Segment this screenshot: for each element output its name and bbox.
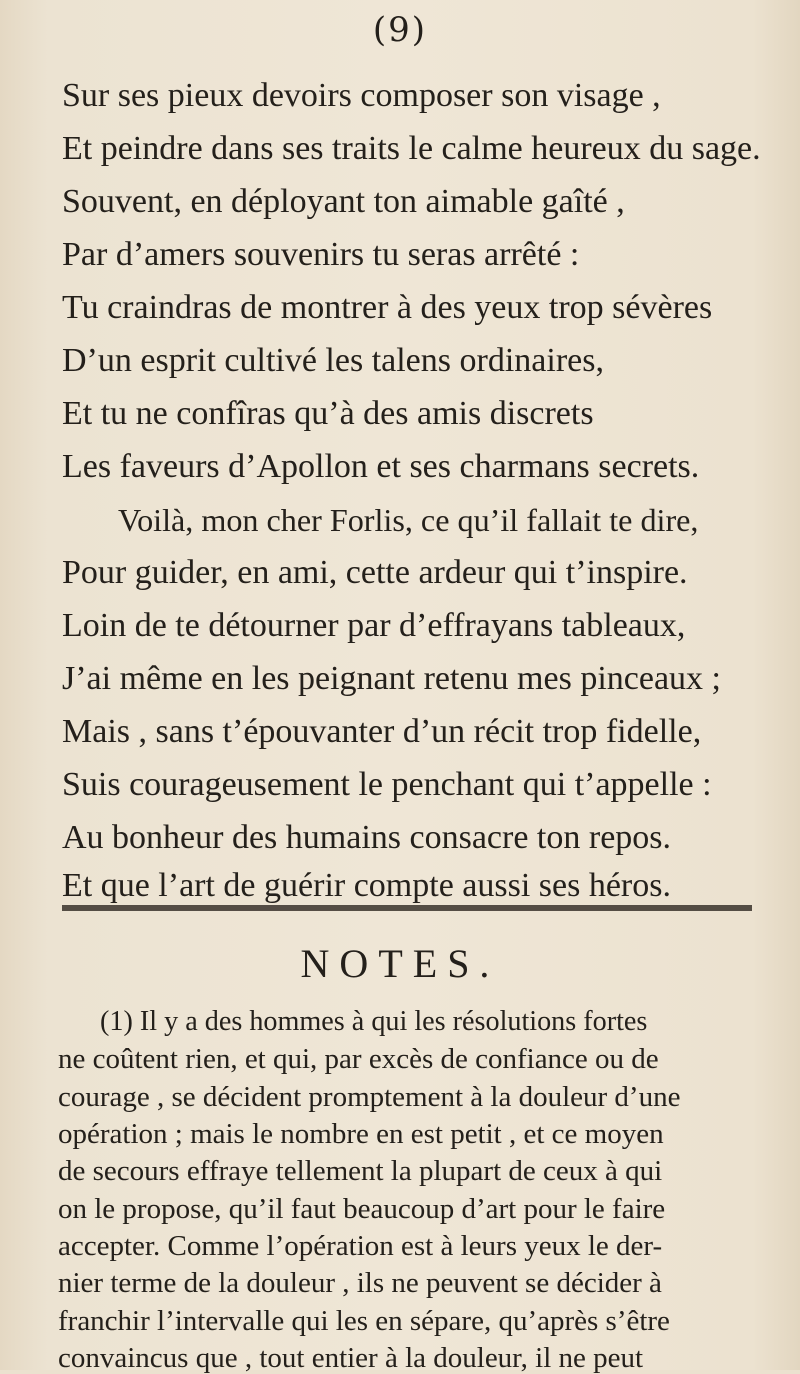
note-line: (1) Il y a des hommes à qui les résolutions fortes (100, 1006, 648, 1037)
poem-line: Pour guider, en ami, cette ardeur qui t’inspire. (62, 554, 688, 591)
poem-line: Et tu ne confîras qu’à des amis discrets (62, 395, 594, 432)
note-line: opération ; mais le nombre en est petit , et ce moyen (58, 1118, 664, 1150)
note-line: de secours effraye tellement la plupart de ceux à qui (58, 1155, 663, 1188)
note-line: on le propose, qu’il faut beaucoup d’art pour le faire (58, 1192, 666, 1225)
poem-line: Mais , sans t’épouvanter d’un récit trop fidelle, (62, 713, 702, 750)
note-line: ne coûtent rien, et qui, par excès de confiance ou de (58, 1043, 659, 1076)
note-line: courage , se décident promptement à la douleur d’une (58, 1080, 681, 1113)
poem-line: Les faveurs d’Apollon et ses charmans secrets. (62, 448, 700, 485)
poem-line: Au bonheur des humains consacre ton repos. (62, 819, 672, 856)
poem-line: Par d’amers souvenirs tu seras arrêté : (62, 236, 580, 273)
poem-line: Et peindre dans ses traits le calme heureux du sage. (62, 130, 761, 167)
section-divider (62, 905, 752, 911)
poem-line: Souvent, en déployant ton aimable gaîté , (62, 183, 625, 220)
poem-line: Loin de te détourner par d’effrayans tableaux, (62, 607, 686, 644)
poem-line: J’ai même en les peignant retenu mes pinceaux ; (62, 660, 721, 697)
notes-heading: NOTES. (300, 941, 500, 986)
page-number: (9) (372, 10, 428, 50)
note-line: nier terme de la douleur , ils ne peuvent se décider à (58, 1267, 662, 1300)
note-line: franchir l’intervalle qui les en sépare, qu’après s’être (58, 1304, 670, 1337)
note-line: convaincus que , tout entier à la douleur, il ne peut (58, 1342, 644, 1374)
poem-line: Sur ses pieux devoirs composer son visage , (62, 77, 661, 114)
poem-line: Suis courageusement le penchant qui t’appelle : (62, 766, 712, 803)
poem-line: Voilà, mon cher Forlis, ce qu’il fallait te dire, (118, 502, 699, 538)
note-line: accepter. Comme l’opération est à leurs yeux le der- (58, 1230, 663, 1262)
poem-line: Et que l’art de guérir compte aussi ses héros. (62, 867, 671, 904)
poem-line: D’un esprit cultivé les talens ordinaires, (62, 342, 604, 379)
poem-line: Tu craindras de montrer à des yeux trop sévères (62, 289, 713, 326)
